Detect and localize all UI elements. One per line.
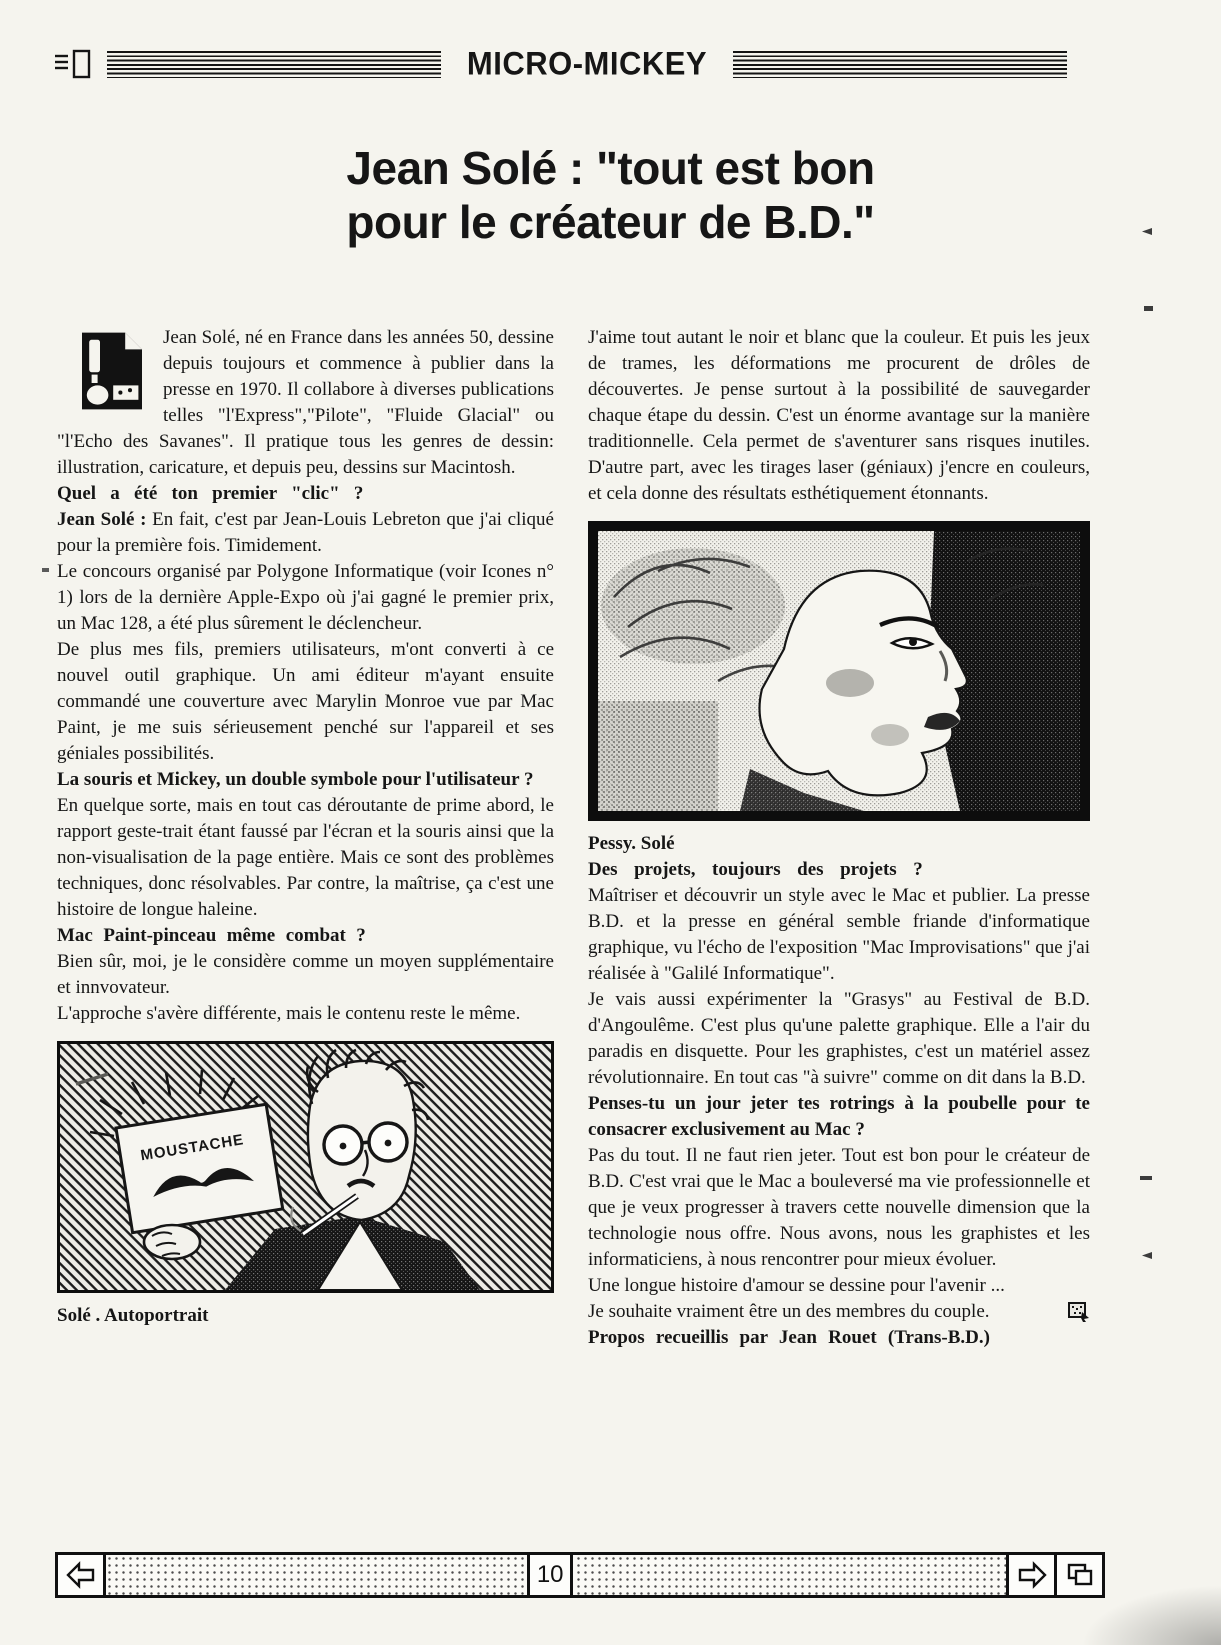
scan-shadow xyxy=(1081,1585,1221,1645)
article-title-line2: pour le créateur de B.D." xyxy=(346,195,875,248)
scrollbar-track[interactable] xyxy=(106,1555,1006,1595)
answer-souris-mickey: En quelque sorte, mais en tout cas déroutante de prime abord, le rapport geste-trait étant faussé par l'écran et la souris ainsi que la non-visualisation de la page entière. Mais ce sont des problèmes techniques, donc résolvables. Par contre, la maîtrise, ça c'est une histoire de longue haleine. xyxy=(57,795,554,920)
answer-first-clic-3: De plus mes fils, premiers utilisateurs, m'ont converti à ce nouvel outil graphique. Un ami éditeur m'ayant ensuite commandé une couverture avec Marylin Monroe vue par Mac Paint, je me suis sérieusement penché sur l'appareil et ses géniales possibilités. xyxy=(57,639,554,764)
article-title-line1: Jean Solé : "tout est bon xyxy=(346,142,875,194)
autoportrait-image xyxy=(60,1044,551,1290)
moustache-card-label: MOUSTACHE xyxy=(139,1131,246,1165)
question-first-clic: Quel a été ton premier "clic" ? xyxy=(57,483,364,504)
intro-paragraph xyxy=(57,325,554,481)
answer-projets-1: Maîtriser et découvrir un style avec le Mac et publier. La presse B.D. et la presse en général semble friande d'informatique graphique, vu l'écho de l'exposition "Mac Improvisations" que j'ai réalisée à "Galilé Informatique". xyxy=(588,885,1090,984)
answer-rotrings: Pas du tout. Il ne faut rien jeter. Tout est bon pour le créateur de B.D. C'est vrai que le Mac a bouleversé ma vie professionnelle et que je veux progresser à travers cette nouvelle dimension que la technologie nous offre. Nous avons, nous les graphistes et les informaticiens, à nous rencontrer pour mieux évoluer. xyxy=(588,1145,1090,1270)
answer-noir-blanc: J'aime tout autant le noir et blanc que la couleur. Et puis les jeux de trames, les déformations me procurent de drôles de découvertes. Je pense surtout à la possibilité de sauvegarder chaque étape du dessin. C'est un énorme avantage sur la manière traditionnelle. Cela permet de s'aventurer sans risques inutiles. D'autre part, avec les tirages laser (géniaux) j'encre en couleurs, et cela donne des résultats esthétiquement étonnants. xyxy=(588,327,1090,504)
question-souris-mickey: La souris et Mickey, un double symbole pour l'utilisateur ? xyxy=(57,769,534,790)
macpaint-document-icon xyxy=(75,329,149,413)
credit-line: Propos recueillis par Jean Rouet (Trans-B.D.) xyxy=(588,1327,990,1348)
scan-artifact xyxy=(1142,1252,1152,1259)
autoportrait-caption: Solé . Autoportrait xyxy=(57,1305,209,1326)
question-macpaint: Mac Paint-pinceau même combat ? xyxy=(57,925,366,946)
article-title xyxy=(0,142,1221,250)
end-of-article-icon xyxy=(1068,1302,1090,1322)
pessy-caption: Pessy. Solé xyxy=(588,833,675,854)
intro-text: Jean Solé, né en France dans les années 50, dessine depuis toujours et commence à publier dans la presse en 1970. Il collabore à diverses publications telles "l'Express","Pilote", "Fluide Glacial" ou "l'Echo des Savanes". Il pratique tous les genres de dessin: illustration, caricature, et depuis peu, dessins sur Macintosh. xyxy=(57,327,554,478)
answer-rotrings-2: Une longue histoire d'amour se dessine pour l'avenir ... xyxy=(588,1275,1005,1296)
answer-rotrings-3: Je souhaite vraiment être un des membres du couple. xyxy=(588,1299,1090,1325)
page-header xyxy=(55,46,1067,82)
left-column xyxy=(57,325,554,1329)
question-projets: Des projets, toujours des projets ? xyxy=(588,859,923,880)
right-column xyxy=(588,325,1090,1351)
moustache-card xyxy=(116,1104,283,1232)
right-arrow-icon xyxy=(1017,1561,1047,1589)
answer-macpaint-1: Bien sûr, moi, je le considère comme un moyen supplémentaire et innvovateur. xyxy=(57,951,554,998)
pessy-portrait-figure xyxy=(588,521,1090,821)
scroll-right-arrow-button[interactable] xyxy=(1006,1555,1054,1595)
page-number: 10 xyxy=(536,1561,564,1588)
answer-projets-2: Je vais aussi expérimenter la "Grasys" au Festival de B.D. d'Angoulême. C'est plus qu'une palette graphique. Elle a l'air du paradis en disquette. Pour les graphistes, c'est un matériel assez révolutionnaire. En tout cas "à suivre" comme on dit dans la B.D. xyxy=(588,989,1090,1088)
header-document-icon xyxy=(55,47,97,81)
pessy-portrait-image xyxy=(598,531,1080,811)
header-rule-left xyxy=(107,51,441,78)
question-rotrings: Penses-tu un jour jeter tes rotrings à la poubelle pour te consacrer exclusivement au Mac ? xyxy=(588,1093,1090,1140)
left-arrow-icon xyxy=(66,1561,96,1589)
header-rule-right xyxy=(733,51,1067,78)
scan-artifact xyxy=(1144,306,1153,311)
autoportrait-figure xyxy=(57,1041,554,1293)
answer-first-clic: Jean Solé : En fait, c'est par Jean-Louis Lebreton que j'ai cliqué pour la première fois. Timidement. xyxy=(57,509,554,556)
answer-first-clic-2: Le concours organisé par Polygone Informatique (voir Icones n° 1) lors de la dernière Apple-Expo où j'ai gagné le premier prix, un Mac 128, a été plus sûrement le déclencheur. xyxy=(57,561,554,634)
scan-artifact xyxy=(42,568,49,572)
answer-macpaint-2: L'approche s'avère différente, mais le contenu reste le même. xyxy=(57,1003,521,1024)
page-header-title: MICRO-MICKEY xyxy=(466,45,708,82)
page-number-box[interactable] xyxy=(527,1555,573,1595)
speaker-name: Jean Solé : xyxy=(57,509,147,530)
page-scrollbar xyxy=(55,1552,1105,1598)
scroll-left-arrow-button[interactable] xyxy=(58,1555,106,1595)
scan-artifact xyxy=(1140,1176,1152,1180)
